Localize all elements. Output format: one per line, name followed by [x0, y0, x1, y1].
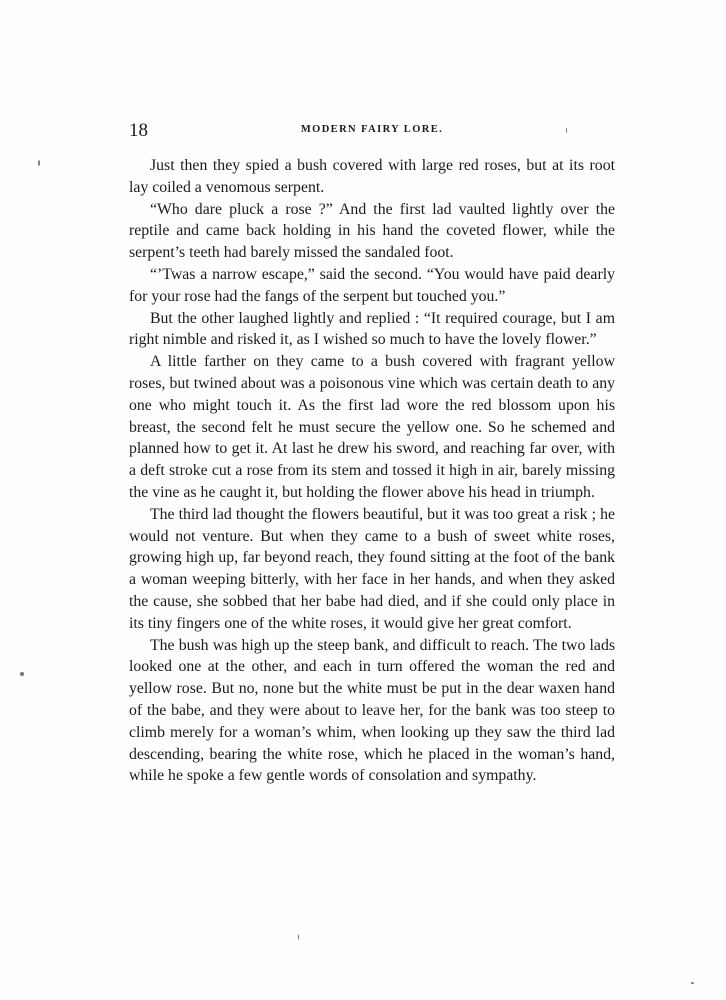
paragraph: “Who dare pluck a rose ?” And the first lad vaulted lightly over the reptile and came back holding in his hand the coveted flower, while the serpent’s teeth had barely missed the sandaled foot.: [129, 200, 615, 262]
paper-speck: [691, 982, 694, 984]
running-title: MODERN FAIRY LORE.: [300, 124, 444, 135]
page-header: [129, 120, 615, 144]
page-number: 18: [129, 120, 148, 141]
paragraph: A little farther on they came to a bush covered with fragrant yellow roses, but twined about was a poisonous vine which was certain death to any one who might touch it. As the first lad wore the red blossom upon his breast, the second felt he must secure the yellow one. So he schemed and planned how to get it. At last he drew his sword, and reaching far over, with a deft stroke cut a rose from its stem and tossed it high in air, barely missing the vine as he caught it, but holding the flower above his head in triumph.: [129, 353, 615, 501]
paper-speck: [38, 160, 40, 166]
paragraph: Just then they spied a bush covered with large red roses, but at its root lay coiled a venomous serpent.: [129, 157, 615, 196]
paper-speck: [298, 934, 299, 940]
paper-speck: [566, 128, 567, 133]
paragraph: The bush was high up the steep bank, and difficult to reach. The two lads looked one at the other, and each in turn offered the woman the red and yellow rose. But no, none but the white must be put in the dear waxen hand of the babe, and they were about to leave her, for the bank was too steep to climb merely for a woman’s whim, when looking up they saw the third lad descending, bearing the white rose, which he placed in the woman’s hand, while he spoke a few gentle words of consolation and sympathy.: [129, 636, 615, 785]
paragraph: “’Twas a narrow escape,” said the second. “You would have paid dearly for your rose had the fangs of the serpent but touched you.”: [129, 265, 615, 305]
paragraph: The third lad thought the flowers beautiful, but it was too great a risk ; he would not venture. But when they came to a bush of sweet white roses, growing high up, far beyond reach, they found sitting at the foot of the bank a woman weeping bitterly, with her face in her hands, and when they asked the cause, she sobbed that her babe had died, and if she could only place in its tiny fingers one of the white roses, it would give her great comfort.: [129, 505, 615, 632]
body-text: [129, 155, 615, 787]
paper-speck: [20, 672, 24, 676]
paragraph: But the other laughed lightly and replied : “It required courage, but I am right nimble and risked it, as I wished so much to have the lovely flower.”: [129, 309, 615, 349]
